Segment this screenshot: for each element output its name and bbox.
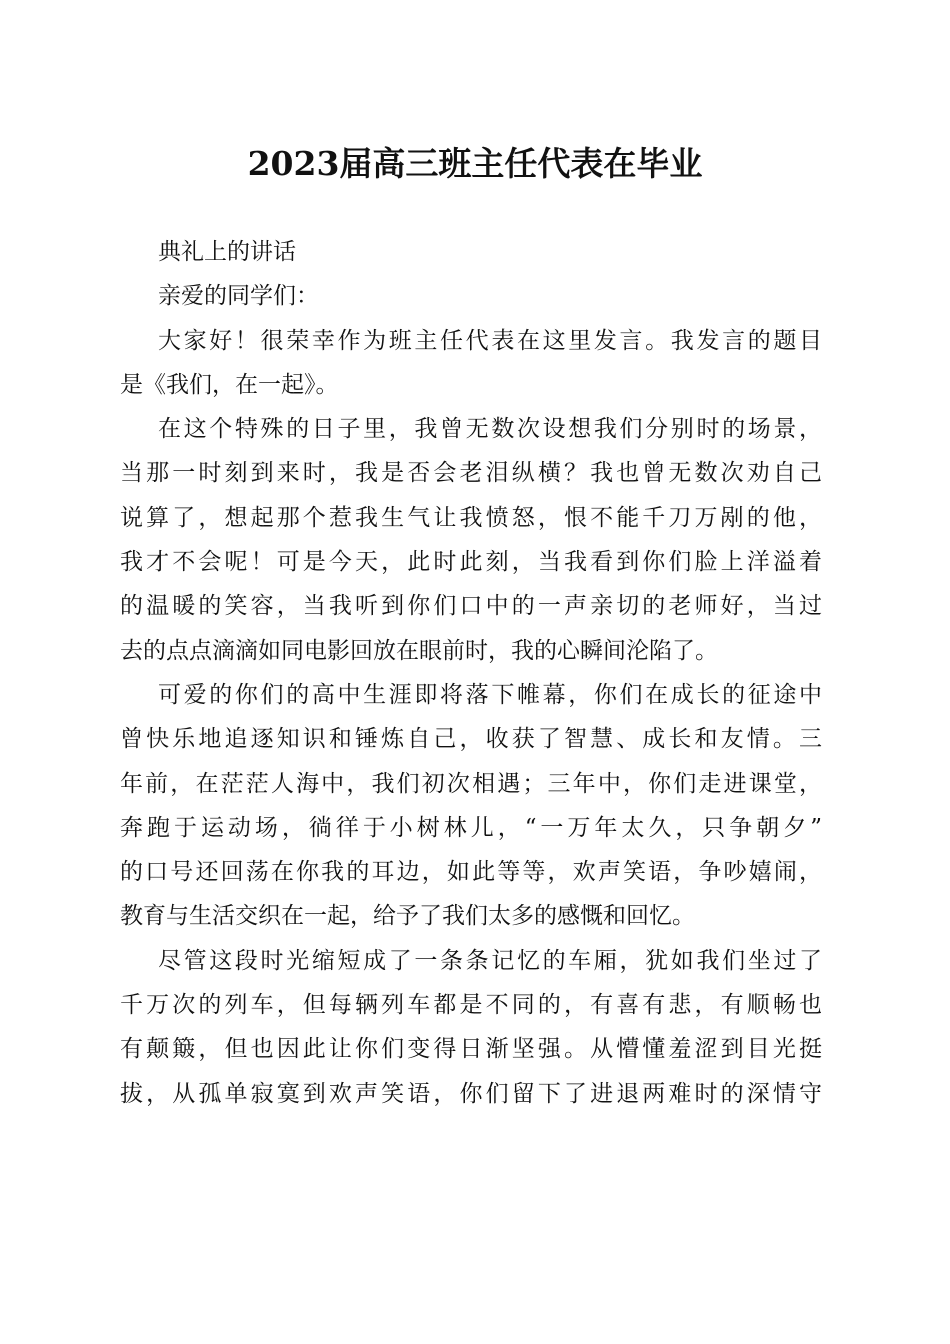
text-line: 千万次的列车，但每辆列车都是不同的，有喜有悲，有顺畅也 xyxy=(120,992,822,1019)
text-line: 是《我们，在一起》。 xyxy=(120,371,339,398)
text-line: 曾快乐地追逐知识和锤炼自己，收获了智慧、成长和友情。三 xyxy=(120,726,822,753)
text-line: 的温暖的笑容，当我听到你们口中的一声亲切的老师好，当过 xyxy=(120,593,822,620)
text-line: 奔跑于运动场，徜徉于小树林儿，“一万年太久，只争朝夕” xyxy=(120,814,822,841)
text-line: 大家好！很荣幸作为班主任代表在这里发言。我发言的题目 xyxy=(158,327,822,354)
text-line: 去的点点滴滴如同电影回放在眼前时，我的心瞬间沦陷了。 xyxy=(120,637,718,664)
text-line: 亲爱的同学们： xyxy=(158,283,319,310)
text-line: 典礼上的讲话 xyxy=(158,239,296,265)
document-body xyxy=(120,230,822,1116)
text-line: 的口号还回荡在你我的耳边，如此等等，欢声笑语，争吵嬉闹， xyxy=(120,859,822,886)
document-title: 2023届高三班主任代表在毕业 xyxy=(247,144,703,183)
text-line: 年前，在茫茫人海中，我们初次相遇；三年中，你们走进课堂， xyxy=(120,770,822,797)
text-line: 在这个特殊的日子里，我曾无数次设想我们分别时的场景， xyxy=(158,416,822,443)
text-line: 可爱的你们的高中生涯即将落下帷幕，你们在成长的征途中 xyxy=(158,681,822,708)
text-line: 教育与生活交织在一起，给予了我们太多的感慨和回忆。 xyxy=(120,903,695,930)
text-line: 有颠簸，但也因此让你们变得日渐坚强。从懵懂羞涩到目光挺 xyxy=(120,1036,822,1063)
text-line: 尽管这段时光缩短成了一条条记忆的车厢，犹如我们坐过了 xyxy=(158,947,822,974)
text-line: 拔，从孤单寂寞到欢声笑语，你们留下了进退两难时的深情守 xyxy=(120,1080,822,1107)
text-line: 当那一时刻到来时，我是否会老泪纵横？我也曾无数次劝自己 xyxy=(120,460,822,487)
text-line: 说算了，想起那个惹我生气让我愤怒，恨不能千刀万剐的他， xyxy=(120,504,822,531)
text-line: 我才不会呢！可是今天，此时此刻，当我看到你们脸上洋溢着 xyxy=(120,549,822,576)
